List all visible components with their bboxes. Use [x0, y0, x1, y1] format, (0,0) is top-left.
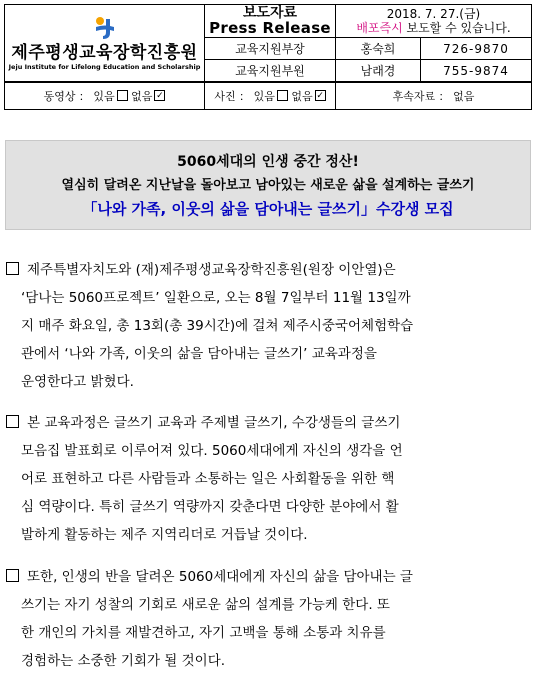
paragraph-line: 지 매주 화요일, 총 13회(총 39시간)에 걸쳐 제주시중국어체험학습	[21, 318, 414, 334]
press-title-korean: 보도자료	[242, 5, 298, 21]
video-attachment-info: 동영상 ： 있음 없음✓	[5, 82, 205, 110]
paragraph-line: 본 교육과정은 글쓰기 교육과 주제별 글쓰기, 수강생들의 글쓰기	[27, 415, 401, 431]
org-name: 제주평생교육장학진흥원	[11, 42, 198, 63]
paragraph-line: 심 역량이다. 특히 글쓰기 역량까지 갖춘다면 다양한 분야에서 활	[21, 499, 399, 515]
release-note-text: 보도할 수 있습니다.	[402, 21, 511, 35]
contact-dept-2: 교육지원부원	[205, 60, 336, 83]
press-release-title	[205, 5, 336, 38]
paragraph-line: 발하게 활동하는 제주 지역리더로 거듭날 것이다.	[21, 527, 308, 543]
paragraph-line: ‘담나는 5060프로젝트’ 일환으로, 오는 8월 7일부터 11월 13일까	[21, 290, 411, 306]
paragraph-line: 운영한다고 밝혔다.	[21, 374, 134, 390]
contact-phone-2: 755-9874	[421, 60, 532, 83]
contact-name-2: 남래경	[336, 60, 421, 83]
photo-yes-checkbox	[277, 90, 288, 101]
contact-dept-1: 교육지원부장	[205, 38, 336, 60]
contact-name-1: 홍숙희	[336, 38, 421, 60]
square-bullet-icon	[6, 569, 19, 582]
paragraph-line: 관에서 ‘나와 가족, 이웃의 삶을 담아내는 글쓰기’ 교육과정을	[21, 346, 377, 362]
paragraph-line: 모음집 발표회로 이루어져 있다. 5060세대에게 자신의 생각을 언	[21, 443, 403, 459]
press-header-table	[4, 4, 532, 110]
org-english-name: Jeju Institute for Lifelong Education and Scholarship	[8, 62, 201, 71]
release-date: 2018. 7. 27.(금)	[386, 7, 481, 21]
headline-line-2: 열심히 달려온 지난날을 돌아보고 남아있는 새로운 삶을 설계하는 글쓰기	[61, 178, 475, 193]
headline-line-1: 5060세대의 인생 중간 정산!	[177, 154, 359, 170]
release-note	[336, 21, 531, 35]
photo-no-checkbox	[315, 90, 326, 101]
video-no-checkbox	[154, 90, 165, 101]
paragraph-line: 어로 표현하고 다른 사람들과 소통하는 일은 사회활동을 위한 핵	[21, 471, 395, 487]
paragraph-line: 한 개인의 가치를 재발견하고, 자기 고백을 통해 소통과 치유를	[21, 625, 386, 641]
square-bullet-icon	[6, 262, 19, 275]
paragraph-line: 쓰기는 자기 성찰의 기회로 새로운 삶의 설계를 가능케 한다. 또	[21, 597, 390, 613]
release-immediate-label: 배포즉시	[356, 21, 403, 35]
logo-cell	[5, 5, 205, 83]
paragraph-line: 또한, 인생의 반을 달려온 5060세대에게 자신의 삶을 담아내는 글	[27, 569, 413, 585]
photo-attachment-info: 사진 ： 있음 없음✓	[205, 82, 336, 110]
contact-phone-1: 726-9870	[421, 38, 532, 60]
date-cell	[336, 5, 532, 38]
paragraph-line: 경험하는 소중한 기회가 될 것이다.	[21, 653, 226, 669]
square-bullet-icon	[6, 415, 19, 428]
body-paragraph-1	[6, 256, 520, 396]
body-paragraph-3	[6, 563, 520, 675]
headline-line-3: 「나와 가족, 이웃의 삶을 담아내는 글쓰기」수강생 모집	[82, 200, 454, 218]
body-paragraph-2	[6, 409, 520, 549]
video-yes-checkbox	[117, 90, 128, 101]
paragraph-line: 제주특별자치도와 (재)제주평생교육장학진흥원(원장 이안열)은	[27, 262, 396, 278]
followup-info: 후속자료 ： 없음	[336, 82, 532, 110]
press-title-english: Press Release	[209, 19, 331, 37]
headline-box	[5, 140, 531, 230]
institute-logo-icon	[92, 15, 118, 41]
